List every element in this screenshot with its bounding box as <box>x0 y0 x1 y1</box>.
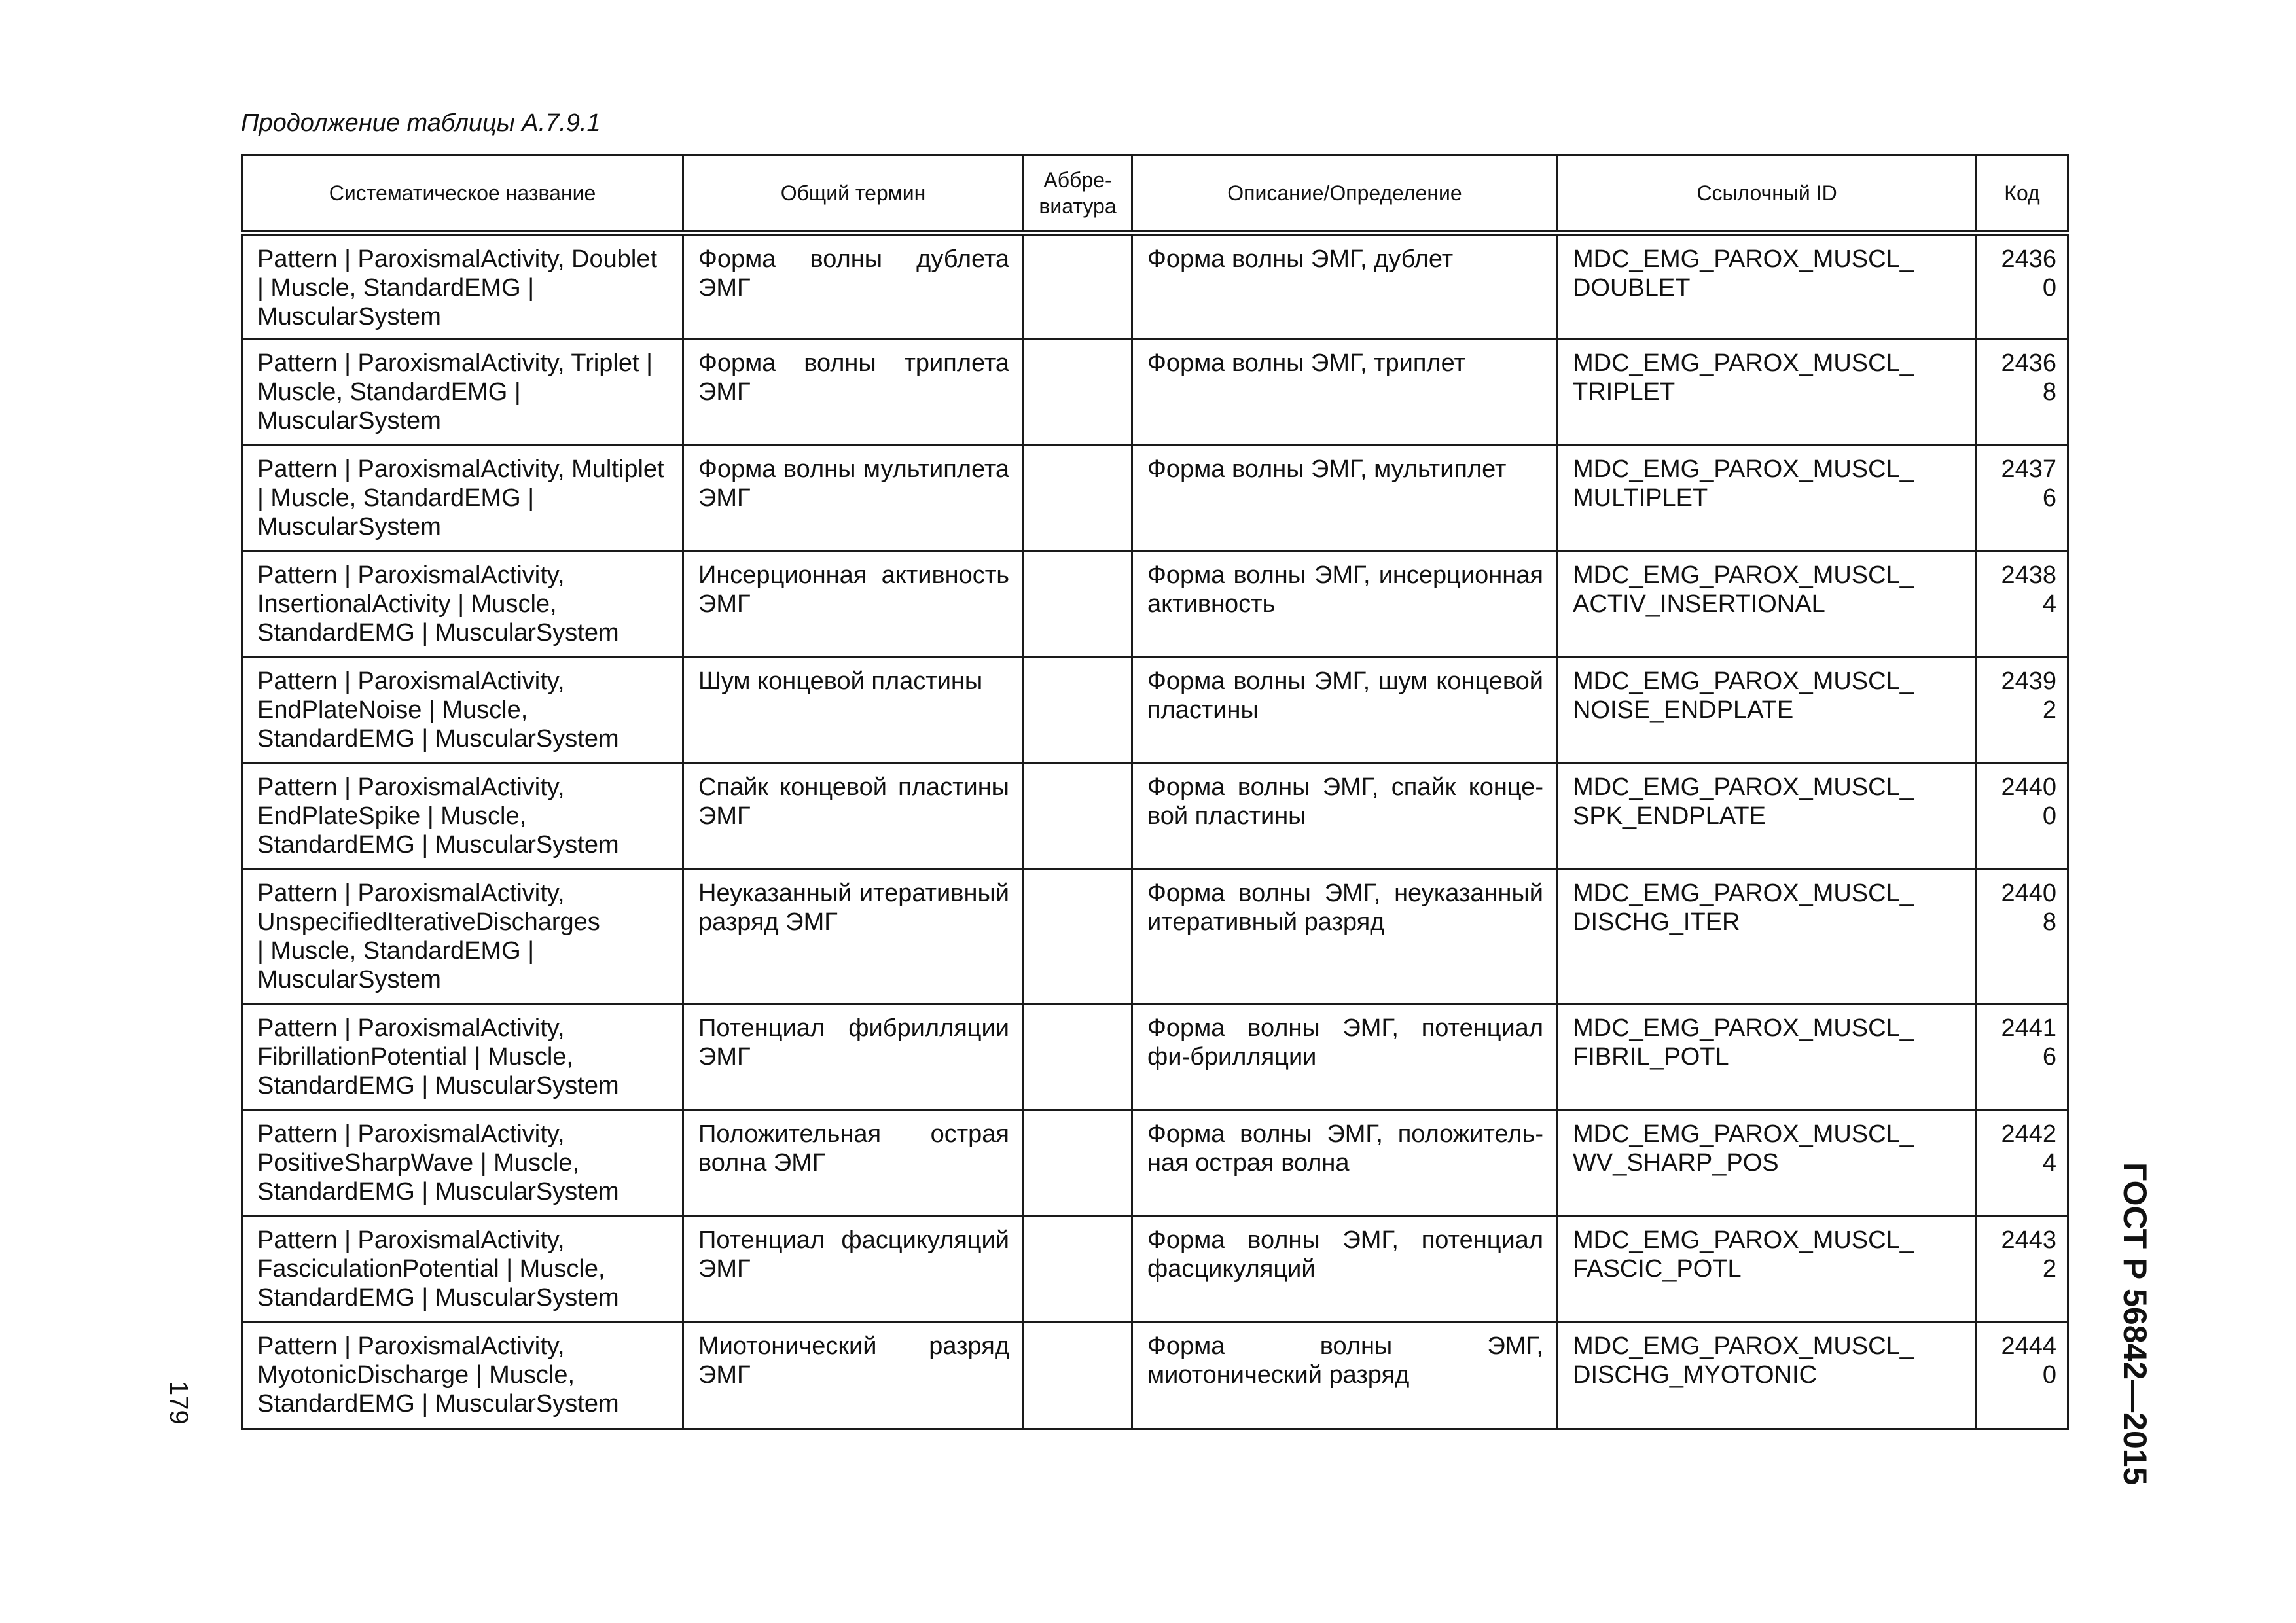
cell-abbreviation <box>1024 1322 1132 1429</box>
cell-common-term: Миотонический разряд ЭМГ <box>683 1322 1024 1429</box>
data-table <box>241 154 2069 1430</box>
cell-code: 24440 <box>1977 1322 2068 1429</box>
cell-systematic-name: Pattern | ParoxismalActivity, PositiveSharpWave | Muscle, StandardEMG | MuscularSystem <box>242 1110 683 1216</box>
cell-code: 24368 <box>1977 339 2068 445</box>
cell-reference-id: MDC_EMG_PAROX_MUSCL_ SPK_ENDPLATE <box>1558 763 1977 869</box>
cell-common-term: Форма волны мультиплета ЭМГ <box>683 445 1024 551</box>
table-row <box>242 1322 2068 1429</box>
cell-code: 24392 <box>1977 657 2068 763</box>
table-row <box>242 339 2068 445</box>
cell-systematic-name: Pattern | ParoxismalActivity, InsertionalActivity | Muscle, StandardEMG | MuscularSystem <box>242 551 683 657</box>
cell-systematic-name: Pattern | ParoxismalActivity, Triplet | Muscle, StandardEMG | MuscularSystem <box>242 339 683 445</box>
table-row <box>242 551 2068 657</box>
table-row <box>242 1110 2068 1216</box>
cell-reference-id: MDC_EMG_PAROX_MUSCL_ TRIPLET <box>1558 339 1977 445</box>
cell-code: 24408 <box>1977 869 2068 1004</box>
cell-reference-id: MDC_EMG_PAROX_MUSCL_ DOUBLET <box>1558 233 1977 339</box>
cell-reference-id: MDC_EMG_PAROX_MUSCL_ DISCHG_ITER <box>1558 869 1977 1004</box>
column-header-systematic-name: Систематическое название <box>242 156 683 233</box>
cell-systematic-name: Pattern | ParoxismalActivity, EndPlateNoise | Muscle, StandardEMG | MuscularSystem <box>242 657 683 763</box>
cell-code: 24384 <box>1977 551 2068 657</box>
column-header-abbreviation: Аббре- виатура <box>1024 156 1132 233</box>
cell-code: 24432 <box>1977 1216 2068 1322</box>
cell-description: Форма волны ЭМГ, инсерционная активность <box>1132 551 1558 657</box>
cell-common-term: Форма волны триплета ЭМГ <box>683 339 1024 445</box>
cell-description: Форма волны ЭМГ, спайк конце-вой пластины <box>1132 763 1558 869</box>
cell-description: Форма волны ЭМГ, миотонический разряд <box>1132 1322 1558 1429</box>
cell-abbreviation <box>1024 763 1132 869</box>
cell-abbreviation <box>1024 1004 1132 1110</box>
cell-common-term: Потенциал фибрилляции ЭМГ <box>683 1004 1024 1110</box>
standard-identifier: ГОСТ Р 56842—2015 <box>2117 1162 2153 1486</box>
cell-reference-id: MDC_EMG_PAROX_MUSCL_ FASCIC_POTL <box>1558 1216 1977 1322</box>
table-row <box>242 445 2068 551</box>
cell-systematic-name: Pattern | ParoxismalActivity, FibrillationPotential | Muscle, StandardEMG | MuscularSystem <box>242 1004 683 1110</box>
cell-abbreviation <box>1024 869 1132 1004</box>
cell-common-term: Форма волны дублета ЭМГ <box>683 233 1024 339</box>
cell-code: 24416 <box>1977 1004 2068 1110</box>
table-row <box>242 869 2068 1004</box>
cell-systematic-name: Pattern | ParoxismalActivity, Doublet | Muscle, StandardEMG | MuscularSystem <box>242 233 683 339</box>
cell-reference-id: MDC_EMG_PAROX_MUSCL_ DISCHG_MYOTONIC <box>1558 1322 1977 1429</box>
column-header-description: Описание/Определение <box>1132 156 1558 233</box>
cell-description: Форма волны ЭМГ, триплет <box>1132 339 1558 445</box>
column-header-reference-id: Ссылочный ID <box>1558 156 1977 233</box>
cell-common-term: Неуказанный итеративный разряд ЭМГ <box>683 869 1024 1004</box>
page-number: 179 <box>164 1381 193 1425</box>
cell-common-term: Шум концевой пластины <box>683 657 1024 763</box>
cell-systematic-name: Pattern | ParoxismalActivity, FasciculationPotential | Muscle, StandardEMG | MuscularSystem <box>242 1216 683 1322</box>
table-container <box>241 154 2067 1424</box>
cell-abbreviation <box>1024 1110 1132 1216</box>
cell-abbreviation <box>1024 551 1132 657</box>
cell-reference-id: MDC_EMG_PAROX_MUSCL_ NOISE_ENDPLATE <box>1558 657 1977 763</box>
cell-abbreviation <box>1024 1216 1132 1322</box>
cell-code: 24400 <box>1977 763 2068 869</box>
cell-description: Форма волны ЭМГ, положитель-ная острая волна <box>1132 1110 1558 1216</box>
cell-description: Форма волны ЭМГ, потенциал фи-брилляции <box>1132 1004 1558 1110</box>
cell-systematic-name: Pattern | ParoxismalActivity, EndPlateSpike | Muscle, StandardEMG | MuscularSystem <box>242 763 683 869</box>
cell-description: Форма волны ЭМГ, дублет <box>1132 233 1558 339</box>
cell-abbreviation <box>1024 445 1132 551</box>
cell-reference-id: MDC_EMG_PAROX_MUSCL_ ACTIV_INSERTIONAL <box>1558 551 1977 657</box>
cell-common-term: Инсерционная активность ЭМГ <box>683 551 1024 657</box>
cell-description: Форма волны ЭМГ, шум концевой пластины <box>1132 657 1558 763</box>
table-row <box>242 1004 2068 1110</box>
cell-abbreviation <box>1024 233 1132 339</box>
cell-code: 24360 <box>1977 233 2068 339</box>
cell-common-term: Положительная острая волна ЭМГ <box>683 1110 1024 1216</box>
table-body <box>242 233 2068 1429</box>
table-row <box>242 763 2068 869</box>
table-row <box>242 1216 2068 1322</box>
table-row <box>242 657 2068 763</box>
table-caption: Продолжение таблицы А.7.9.1 <box>241 109 601 137</box>
cell-code: 24376 <box>1977 445 2068 551</box>
cell-systematic-name: Pattern | ParoxismalActivity, Multiplet | Muscle, StandardEMG | MuscularSystem <box>242 445 683 551</box>
cell-description: Форма волны ЭМГ, потенциал фасцикуляций <box>1132 1216 1558 1322</box>
table-row <box>242 233 2068 339</box>
cell-reference-id: MDC_EMG_PAROX_MUSCL_ FIBRIL_POTL <box>1558 1004 1977 1110</box>
cell-systematic-name: Pattern | ParoxismalActivity, UnspecifiedIterativeDischarges | Muscle, StandardEMG | MuscularSystem <box>242 869 683 1004</box>
cell-common-term: Спайк концевой пластины ЭМГ <box>683 763 1024 869</box>
cell-common-term: Потенциал фасцикуляций ЭМГ <box>683 1216 1024 1322</box>
cell-reference-id: MDC_EMG_PAROX_MUSCL_ WV_SHARP_POS <box>1558 1110 1977 1216</box>
cell-systematic-name: Pattern | ParoxismalActivity, MyotonicDischarge | Muscle, StandardEMG | MuscularSystem <box>242 1322 683 1429</box>
cell-abbreviation <box>1024 657 1132 763</box>
cell-description: Форма волны ЭМГ, неуказанный итеративный разряд <box>1132 869 1558 1004</box>
cell-code: 24424 <box>1977 1110 2068 1216</box>
cell-description: Форма волны ЭМГ, мультиплет <box>1132 445 1558 551</box>
table-header-row <box>242 156 2068 233</box>
column-header-common-term: Общий термин <box>683 156 1024 233</box>
column-header-code: Код <box>1977 156 2068 233</box>
cell-reference-id: MDC_EMG_PAROX_MUSCL_ MULTIPLET <box>1558 445 1977 551</box>
cell-abbreviation <box>1024 339 1132 445</box>
